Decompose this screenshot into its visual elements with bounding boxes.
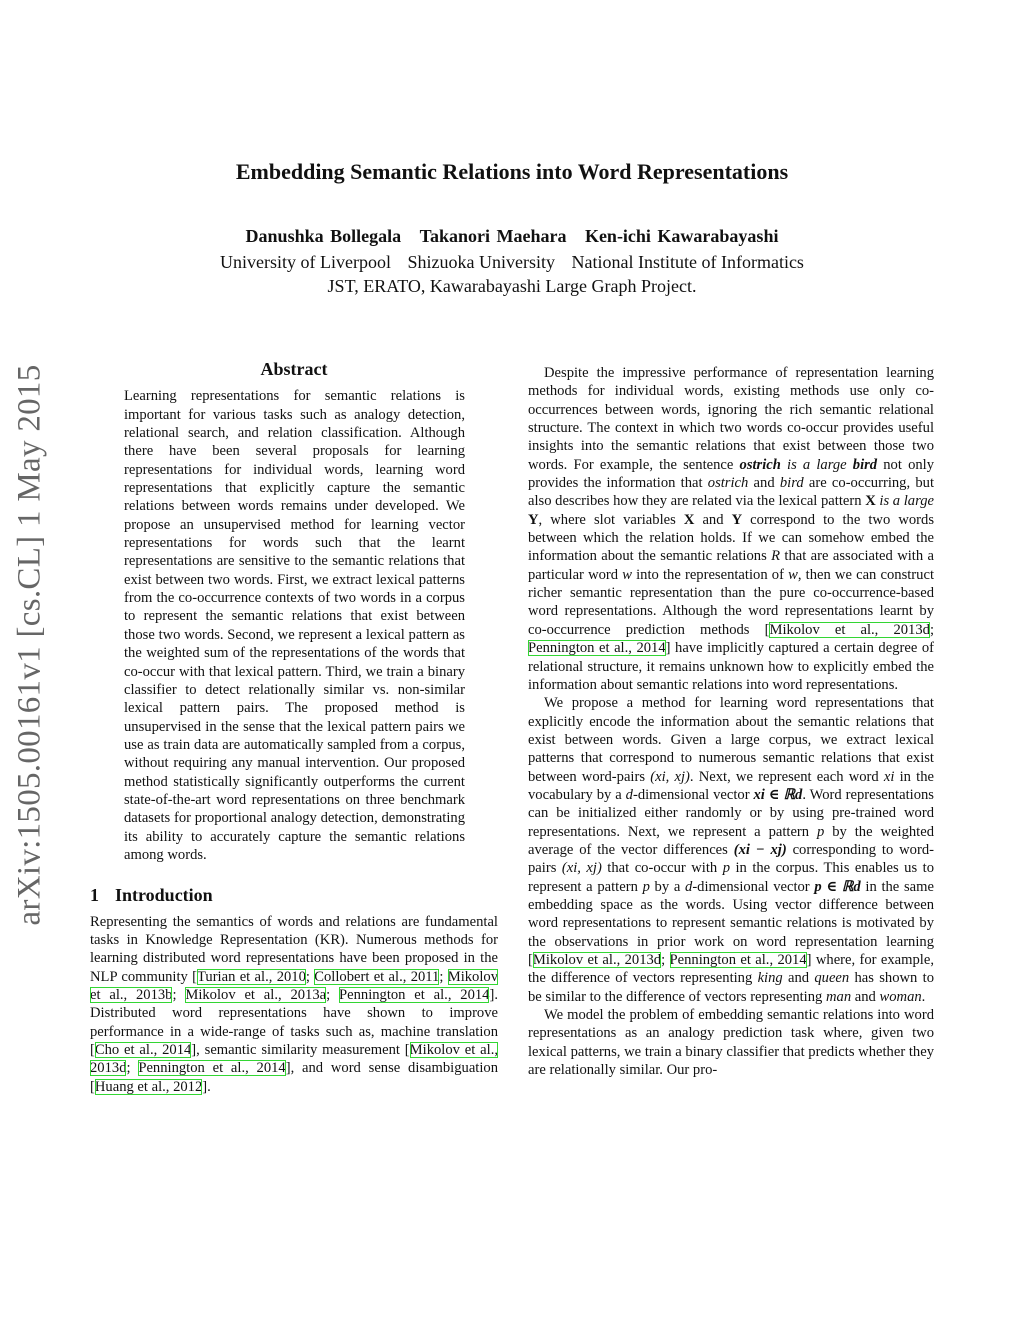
affiliation: Shizuoka University xyxy=(407,252,555,272)
citation-link[interactable]: Turian et al., 2010 xyxy=(197,968,306,985)
arxiv-identifier: arXiv:1505.00161v1 [cs.CL] 1 May 2015 xyxy=(11,364,48,926)
author-name: Takanori Maehara xyxy=(419,226,567,246)
citation-link[interactable]: Huang et al., 2012 xyxy=(94,1078,203,1095)
abstract-text: Learning representations for semantic relations is important for various tasks such as analogy detection, relational search, and relation classification. Although there have been several proposals for learning representations for individual words, learning word representations that explicitly capture the semantic relations between words remains under developed. We propose an unsupervised method for learning vector representations for words such that the learnt representations are sensitive to the semantic relations that exist between two words. First, we extract lexical patterns from the co-occurrence contexts of two words in a corpus to represent the semantic relations that exist between those two words. Second, we represent a lexical pattern as the weighted sum of the representations of the words that co-occur with that lexical pattern. Third, we train a binary classifier to detect relationally similar vs. non-similar lexical pattern pairs. The proposed method is unsupervised in the sense that the lexical pattern pairs we use as train data are automatically sampled from a corpus, without requiring any manual intervention. Our proposed method statistically significantly outperforms the current state-of-the-art word representations on three benchmark datasets for proportional analogy detection, demonstrating its ability to accurately capture the semantic relations among words. xyxy=(124,388,465,863)
citation-link[interactable]: Pennington et al., 2014 xyxy=(528,640,666,657)
paper-title: Embedding Semantic Relations into Word Representations xyxy=(235,159,789,184)
affiliation-note: JST, ERATO, Kawarabayashi Large Graph Project. xyxy=(327,276,697,296)
section-heading xyxy=(90,886,498,904)
abstract-heading: Abstract xyxy=(260,359,328,379)
affiliation-block xyxy=(0,250,1024,298)
right-column xyxy=(528,364,934,1079)
intro-paragraph-2: Despite the impressive performance of representation learning methods for individual words, existing methods use only co-occurrences between words, ignoring the rich semantic relational structure. The context in which two words co-occur provides useful insights into the semantic relations that exist between those two words. For example, the sentence ostrich is a large bird not only provides the information that ostrich and bird are co-occurring, but also describes how they are related via the lexical pattern X is a large Y, where slot variables X and Y correspond to the two words between which the relation holds. If we can somehow embed the information about the semantic relations R that are associated with a particular word w into the representation of w, then we can construct richer semantic representation than the pure co-occurrence-based word representations. Although the word representations learnt by co-occurrence prediction methods [Mikolov et al., 2013d; Pennington et al., 2014] have implicitly captured a certain degree of relational structure, it remains unknown how to explicitly embed the information about semantic relations into word representations. xyxy=(528,365,935,693)
citation-link[interactable]: Pennington et al., 2014 xyxy=(339,987,490,1003)
citation-link[interactable]: Mikolov et al., 2013a xyxy=(185,987,327,1003)
citation-link[interactable]: Mikolov et al., 2013d xyxy=(532,952,662,968)
intro-paragraph-4: We model the problem of embedding semantic relations into word representations as an analogy prediction task where, given two lexical patterns, we train a binary classifier that predicts whether they are relationally similar. Our pro- xyxy=(528,1007,934,1079)
citation-link[interactable]: Cho et al., 2014 xyxy=(94,1042,192,1059)
affiliation: National Institute of Informatics xyxy=(571,252,804,272)
left-column xyxy=(90,360,498,1096)
citation-link[interactable]: Mikolov et al., 2013d xyxy=(90,1042,498,1077)
intro-paragraph-1: Representing the semantics of words and relations are fundamental tasks in Knowledge Representation (KR). Numerous methods for learning distributed word representations have been proposed in the NLP community [Turian et al., 2010; Collobert et al., 2011; Mikolov et al., 2013b; Mikolov et al., 2013a; Pennington et al., 2014]. Distributed word representations have shown to improve performance in a wide-range of tasks such as, machine translation [Cho et al., 2014], semantic similarity measurement [Mikolov et al., 2013d; Pennington et al., 2014], and word sense disambiguation [Huang et al., 2012]. xyxy=(90,913,499,1095)
citation-link[interactable]: Mikolov et al., 2013d xyxy=(769,621,930,638)
citation-link[interactable]: Pennington et al., 2014 xyxy=(138,1060,286,1077)
intro-paragraph-3: We propose a method for learning word representations that explicitly encode the information about the semantic relations that exist between words. Given a large corpus, we extract lexical patterns that correspond to numerous semantic relations that exist between word-pairs (xi, xj). Next, we represent each word xi in the vocabulary by a d-dimensional vector xi ∈ ℝd. Word representations can be initialized either randomly or by using pre-trained word representations. Next, we represent a pattern p by the weighted average of the vector differences (xi − xj) corresponding to word-pairs (xi, xj) that co-occur with p in the corpus. This enables us to represent a pattern p by a d-dimensional vector p ∈ ℝd in the same embedding space as the words. Using vector difference between word representations to represent semantic relations is motivated by the observations in prior work on word representation learning [Mikolov et al., 2013d; Pennington et al., 2014] where, for example, the difference of vectors representing king and queen has shown to be similar to the difference of vectors representing man and woman. xyxy=(528,695,934,1005)
section-number: 1 xyxy=(90,885,99,906)
author-name: Danushka Bollegala xyxy=(245,226,402,246)
citation-link[interactable]: Mikolov et al., 2013b xyxy=(90,968,499,1003)
affiliation: University of Liverpool xyxy=(220,252,392,272)
citation-link[interactable]: Collobert et al., 2011 xyxy=(314,968,440,985)
author-list xyxy=(0,226,1024,247)
author-name: Ken-ichi Kawarabayashi xyxy=(584,226,779,246)
section-title: Introduction xyxy=(115,885,213,906)
citation-link[interactable]: Pennington et al., 2014 xyxy=(669,952,807,968)
